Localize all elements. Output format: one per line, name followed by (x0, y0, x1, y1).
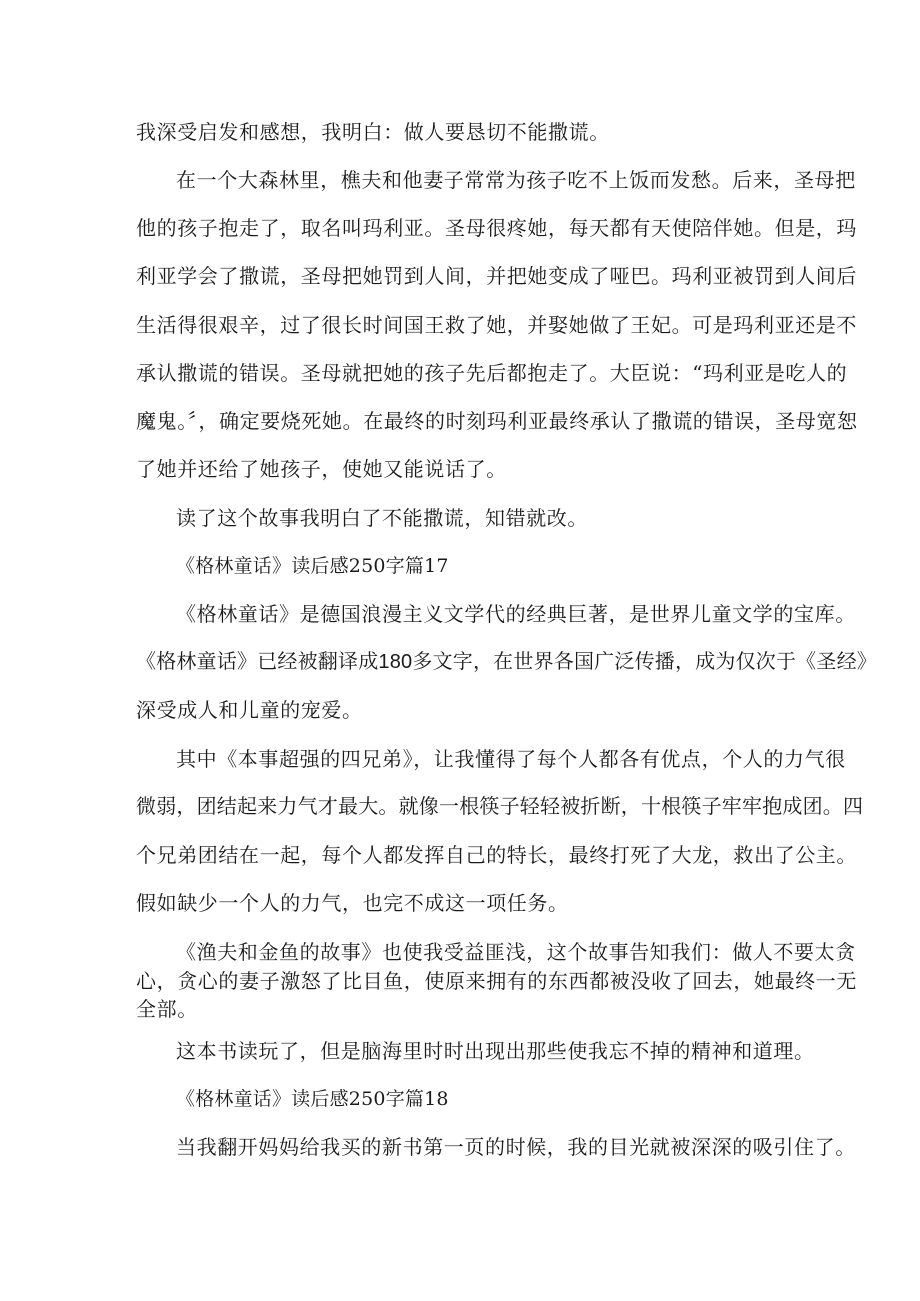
paragraph-line: 生活得很艰辛，过了很长时间国王救了她，并娶她做了王妃。可是玛利亚还是不 (136, 313, 857, 337)
paragraph-line: 承认撒谎的错误。圣母就把她的孩子先后都抱走了。大臣说：“玛利亚是吃人的 (136, 361, 848, 385)
paragraph-line: 心，贪心的妻子激怒了比目鱼，使原来拥有的东西都被没收了回去，她最终一无 (136, 969, 857, 993)
section-heading: 《格林童话》读后感250字篇18 (176, 1088, 449, 1110)
paragraph-line: 在一个大森林里，樵夫和他妻子常常为孩子吃不上饭而发愁。后来，圣母把 (176, 168, 856, 192)
paragraph-line: 当我翻开妈妈给我买的新书第一页的时候，我的目光就被深深的吸引住了。 (176, 1135, 856, 1159)
paragraph-line: 深受成人和儿童的宠爱。 (136, 698, 363, 722)
paragraph-line: 魔鬼。〞，确定要烧死她。在最终的时刻玛利亚最终承认了撒谎的错误，圣母宽恕 (136, 409, 858, 433)
paragraph-line: 《格林童话》是德国浪漫主义文学代的经典巨著，是世界儿童文学的宝库。 (176, 602, 856, 626)
paragraph-line: 《格林童话》已经被翻译成180多文字，在世界各国广泛传播，成为仅次于《圣经》 (136, 651, 877, 673)
paragraph-line: 了她并还给了她孩子，使她又能说话了。 (136, 457, 507, 481)
paragraph-line: 其中《本事超强的四兄弟》，让我懂得了每个人都各有优点，个人的力气很 (176, 747, 846, 771)
paragraph-line: 个兄弟团结在一起，每个人都发挥自己的特长，最终打死了大龙，救出了公主。 (136, 843, 857, 867)
paragraph-line: 我深受启发和感想，我明白：做人要恳切不能撒谎。 (136, 120, 610, 144)
paragraph-line: 读了这个故事我明白了不能撒谎，知错就改。 (176, 506, 588, 530)
paragraph-line: 假如缺少一个人的力气，也完不成这一项任务。 (136, 891, 569, 915)
paragraph-line: 全部。 (136, 997, 198, 1021)
paragraph-line: 微弱，团结起来力气才最大。就像一根筷子轻轻被折断，十根筷子牢牢抱成团。四 (136, 796, 864, 818)
section-heading: 《格林童话》读后感250字篇17 (176, 555, 449, 577)
paragraph-line: 他的孩子抱走了，取名叫玛利亚。圣母很疼她，每天都有天使陪伴她。但是，玛 (136, 216, 857, 240)
paragraph-line: 《渔夫和金鱼的故事》也使我受益匪浅，这个故事告知我们：做人不要太贪 (176, 940, 856, 964)
paragraph-line: 利亚学会了撒谎，圣母把她罚到人间，并把她变成了哑巴。玛利亚被罚到人间后 (136, 264, 857, 288)
paragraph-line: 这本书读玩了，但是脑海里时时出现出那些使我忘不掉的精神和道理。 (176, 1039, 815, 1063)
